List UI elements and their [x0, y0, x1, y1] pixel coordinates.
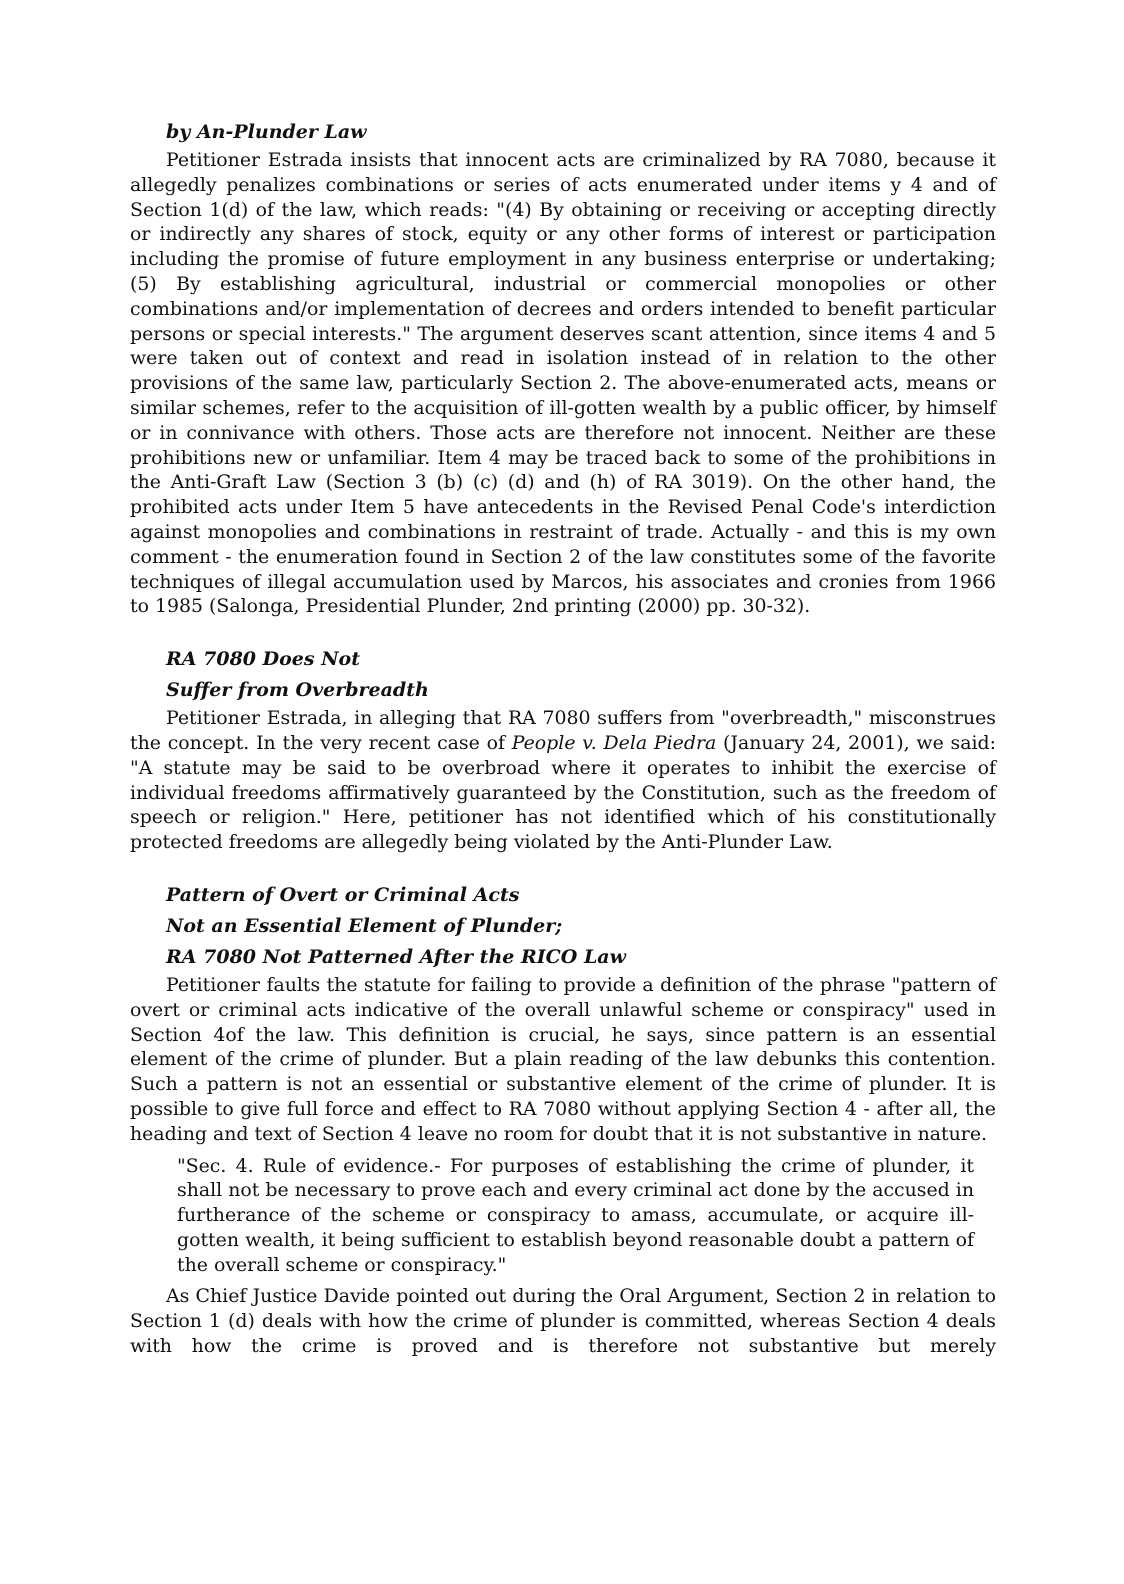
- paragraph-overbreadth-text-2: (January 24, 2001), we said: "A statute may be said to be overbroad where it operates to inhibit the exercise of individual freedoms affirmatively guaranteed by the Constitution, such as the freedom of speech or religion." Here, petitioner has not identified which of his constitutionally protected freedoms are allegedly being violated by the Anti-Plunder Law.: [130, 731, 996, 854]
- case-citation: People v. Dela Piedra: [511, 731, 717, 754]
- section-spacer: [130, 619, 996, 644]
- document-page: [130, 117, 996, 1359]
- paragraph-overbreadth-text-1: Petitioner Estrada, in alleging that RA 7080 suffers from "overbreadth," misconstrues the concept. In the very recent case of: [130, 707, 996, 754]
- paragraph-innocent-acts: Petitioner Estrada insists that innocent acts are criminalized by RA 7080, because it allegedly penalizes combinations or series of acts enumerated under items y 4 and of Section 1(d) of the law, which reads: "(4) By obtaining or receiving or accepting directly or indirectly any shares of stock, equity or any other forms of interest or participation including the promise of future employment in any business enterprise or undertaking; (5) By establishing agricultural, industrial or commercial monopolies or other combinations and/or implementation of decrees and orders intended to benefit particular persons or special interests." The argument deserves scant attention, since items 4 and 5 were taken out of context and read in isolation instead of in relation to the other provisions of the same law, particularly Section 2. The above-enumerated acts, means or similar schemes, refer to the acquisition of ill-gotten wealth by a public officer, by himself or in connivance with others. Those acts are therefore not innocent. Neither are these prohibitions new or unfamiliar. Item 4 may be traced back to some of the prohibitions in the Anti-Graft Law (Section 3 (b) (c) (d) and (h) of RA 3019). On the other hand, the prohibited acts under Item 5 have antecedents in the Revised Penal Code's interdiction against monopolies and combinations in restraint of trade. Actually - and this is my own comment - the enumeration found in Section 2 of the law constitutes some of the favorite techniques of illegal accumulation used by Marcos, his associates and cronies from 1966 to 1985 (Salonga, Presidential Plunder, 2nd printing (2000) pp. 30-32).: [130, 149, 996, 618]
- section-heading-pattern-line1: Pattern of Overt or Criminal Acts: [166, 883, 520, 906]
- section-heading-pattern-line2: Not an Essential Element of Plunder;: [166, 914, 563, 937]
- block-quote-section-4: "Sec. 4. Rule of evidence.- For purposes of establishing the crime of plunder, it shall not be necessary to prove each and every criminal act done by the accused in furtherance of the scheme or conspiracy to amass, accumulate, or acquire ill-gotten wealth, it being sufficient to establish beyond reasonable doubt a pattern of the overall scheme or conspiracy.": [177, 1154, 974, 1276]
- paragraph-overbreadth: [130, 706, 996, 855]
- paragraph-pattern-definition: Petitioner faults the statute for failing to provide a definition of the phrase "pattern of overt or criminal acts indicative of the overall unlawful scheme or conspiracy" used in Section 4of the law. This definition is crucial, he says, since pattern is an essential element of the crime of plunder. But a plain reading of the law debunks this contention. Such a pattern is not an essential or substantive element of the crime of plunder. It is possible to give full force and effect to RA 7080 without applying Section 4 - after all, the heading and text of Section 4 leave no room for doubt that it is not substantive in nature.: [130, 973, 996, 1145]
- section-heading-pattern-line3: RA 7080 Not Patterned After the RICO Law: [166, 945, 626, 968]
- section-spacer: [130, 855, 996, 880]
- section-heading-overbreadth-line2: Suffer from Overbreadth: [166, 679, 429, 702]
- section-heading-overbreadth-line1: RA 7080 Does Not: [166, 648, 361, 671]
- section-heading-anti-plunder-law: by An-Plunder Law: [166, 121, 367, 143]
- paragraph-davide-argument: As Chief Justice Davide pointed out during the Oral Argument, Section 2 in relation to Section 1 (d) deals with how the crime of plunder is committed, whereas Section 4 deals with how the crime is proved and is therefore not substantive but merely: [130, 1285, 996, 1358]
